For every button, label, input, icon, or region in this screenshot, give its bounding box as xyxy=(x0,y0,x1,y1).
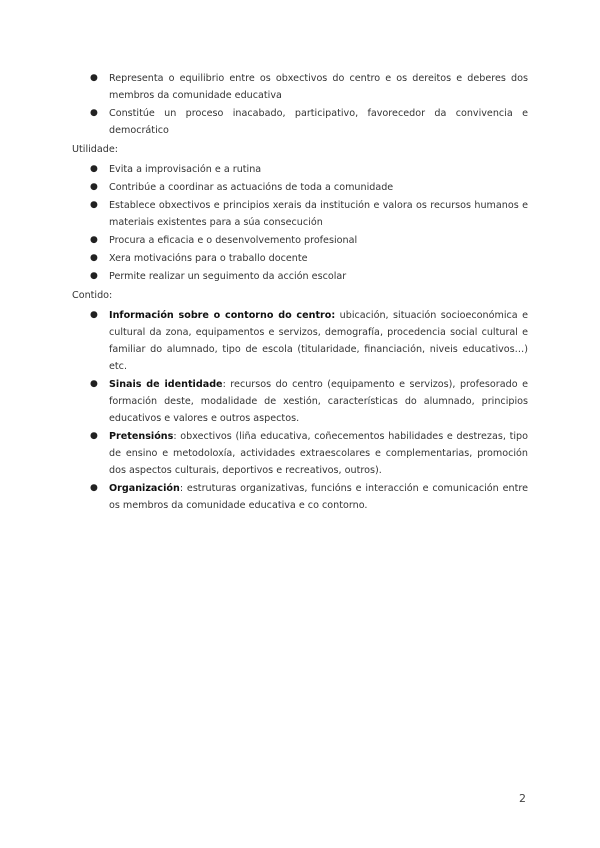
bullet-icon: ● xyxy=(90,310,98,320)
list-item-text: Procura a eficacia e o desenvolvemento profesional xyxy=(109,235,358,246)
bullet-icon: ● xyxy=(90,200,98,210)
list-item-text: Permite realizar un seguimento da acción escolar xyxy=(109,271,347,282)
page-content xyxy=(72,70,528,515)
list-item-term: Información sobre o contorno do centro: xyxy=(109,310,336,321)
utilidade-heading: Utilidade: xyxy=(72,144,118,155)
list-item-text: Evita a improvisación e a rutina xyxy=(109,164,262,175)
list-item-text: Xera motivacións para o traballo docente xyxy=(109,253,308,264)
bullet-icon: ● xyxy=(90,73,98,83)
list-item xyxy=(72,70,528,104)
intro-list xyxy=(72,70,528,139)
bullet-icon: ● xyxy=(90,253,98,263)
list-item-text: : estruturas organizativas, funcións e interacción e comunicación entre os membros da comunidade educativa e co contorno. xyxy=(109,483,528,511)
list-item xyxy=(72,428,528,479)
list-item-term: Sinais de identidade xyxy=(109,379,223,390)
contido-list xyxy=(72,307,528,514)
utilidade-list xyxy=(72,161,528,285)
list-item xyxy=(72,161,528,178)
list-item xyxy=(72,179,528,196)
list-item-text: ubicación, situación socioeconómica e cultural da zona, equipamentos e servizos, demografía, procedencia social cultural e familiar do alumnado, tipo de escola (titularidade, financiación, niveis educativos…) etc. xyxy=(109,310,528,372)
list-item-text: Establece obxectivos e principios xerais da institución e valora os recursos humanos e materiais existentes para a súa consecución xyxy=(109,200,528,228)
list-item-term: Pretensións xyxy=(109,431,174,442)
bullet-icon: ● xyxy=(90,431,98,441)
list-item xyxy=(72,480,528,514)
bullet-icon: ● xyxy=(90,483,98,493)
contido-heading: Contido: xyxy=(72,290,113,301)
bullet-icon: ● xyxy=(90,182,98,192)
bullet-icon: ● xyxy=(90,235,98,245)
list-item xyxy=(72,268,528,285)
bullet-icon: ● xyxy=(90,108,98,118)
list-item xyxy=(72,232,528,249)
list-item xyxy=(72,105,528,139)
list-item-text: : obxectivos (liña educativa, coñecementos habilidades e destrezas, tipo de ensino e metodoloxía, actividades extraescolares e complementarias, promoción dos aspectos culturais, deportivos e recreativos, outros). xyxy=(109,431,528,476)
list-item-term: Organización xyxy=(109,483,180,494)
list-item-text: : recursos do centro (equipamento e servizos), profesorado e formación deste, modalidade de xestión, características do alumnado, principios educativos e valores e outros aspectos. xyxy=(109,379,528,424)
list-item xyxy=(72,250,528,267)
list-item xyxy=(72,376,528,427)
bullet-icon: ● xyxy=(90,271,98,281)
bullet-icon: ● xyxy=(90,164,98,174)
list-item xyxy=(72,197,528,231)
list-item-text: Constitúe un proceso inacabado, participativo, favorecedor da convivencia e democrático xyxy=(109,108,528,136)
list-item-text: Contribúe a coordinar as actuacións de toda a comunidade xyxy=(109,182,394,193)
list-item xyxy=(72,307,528,375)
list-item-text: Representa o equilibrio entre os obxectivos do centro e os dereitos e deberes dos membros da comunidade educativa xyxy=(109,73,528,101)
bullet-icon: ● xyxy=(90,379,98,389)
page-number: 2 xyxy=(519,792,526,805)
